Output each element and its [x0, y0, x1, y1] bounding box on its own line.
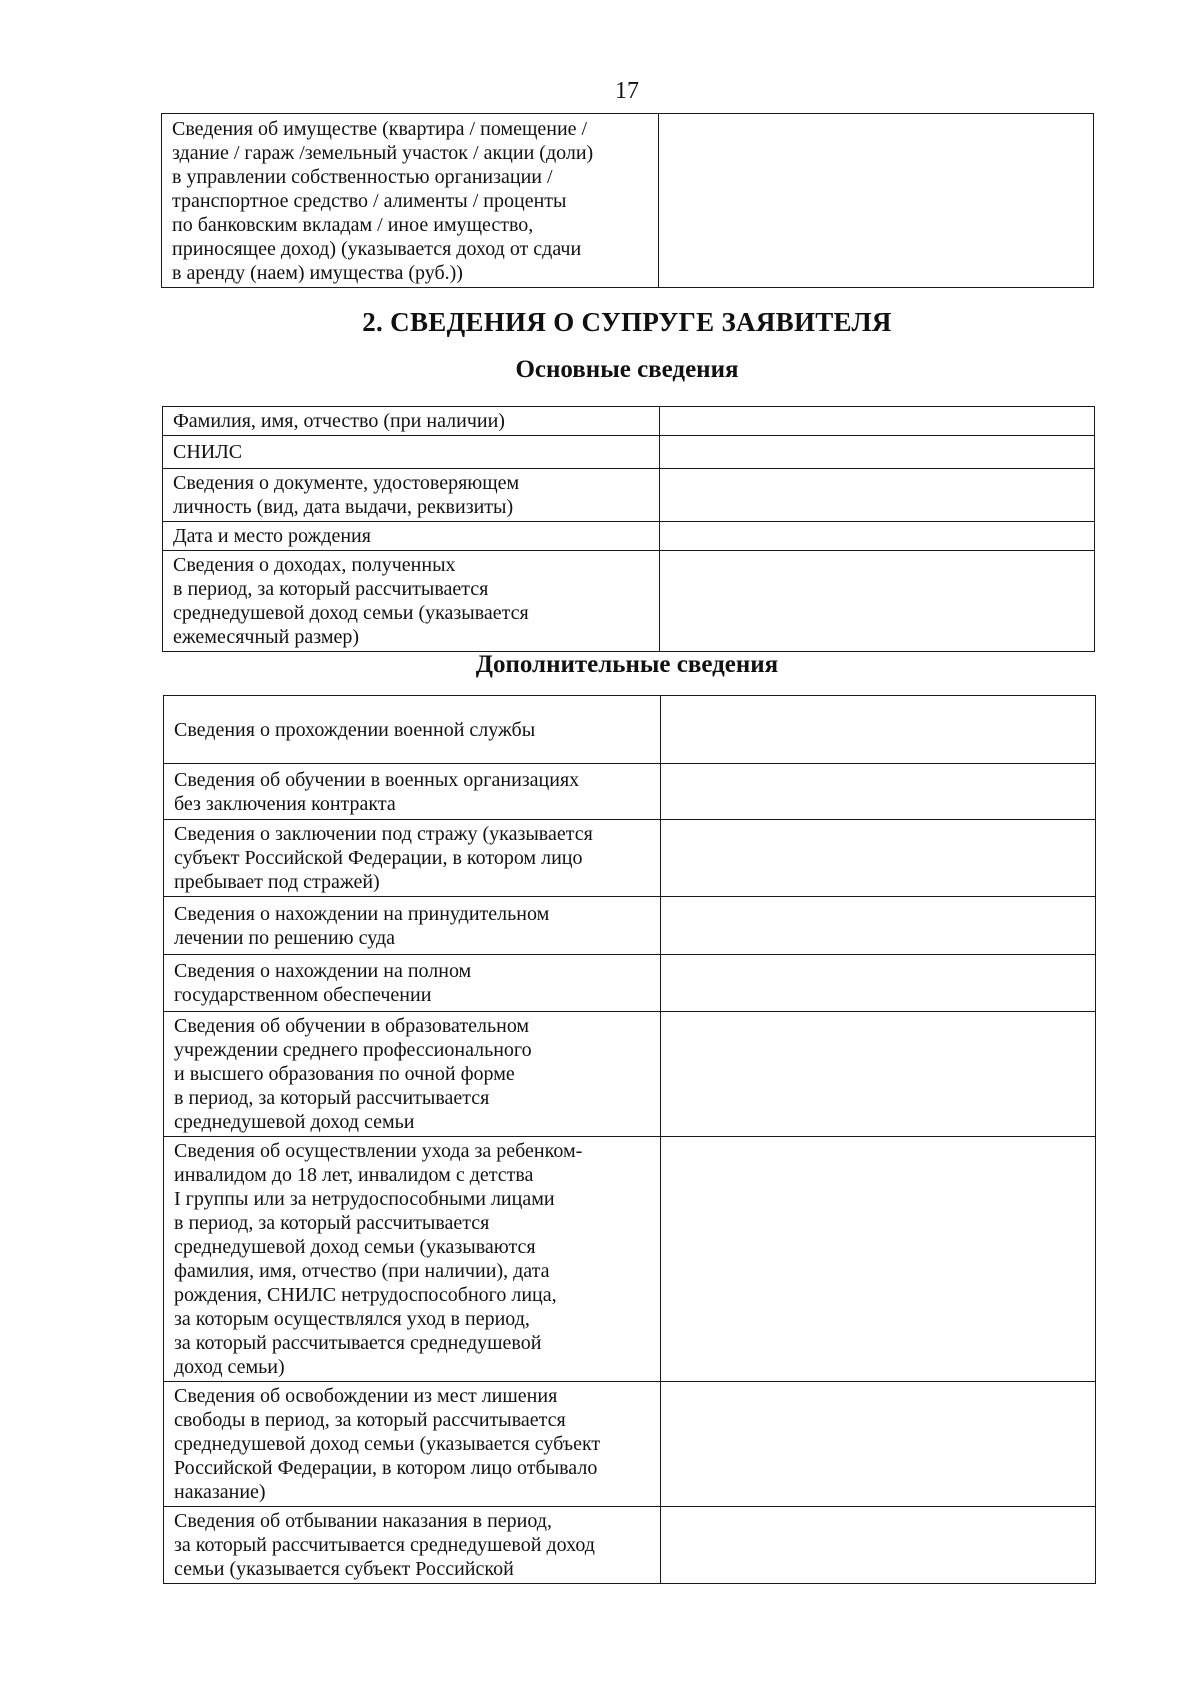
table-row	[164, 897, 1096, 955]
serving-sentence-value[interactable]	[661, 1507, 1096, 1584]
care-disabled-label: Сведения об осуществлении ухода за ребенком- инвалидом до 18 лет, инвалидом с детства I группы или за нетрудоспособными лицами в период, за который рассчитывается среднедушевой доход семьи (указываются фамилия, имя, отчество (при наличии), дата рождения, СНИЛС нетрудоспособного лица, за которым осуществлялся уход в период, за который рассчитывается среднедушевой доход семьи)	[164, 1137, 661, 1382]
military-service-label: Сведения о прохождении военной службы	[164, 696, 661, 764]
extra-info-title: Дополнительные сведения	[475, 651, 779, 678]
table-row	[164, 1012, 1096, 1137]
birth-date-place-label: Дата и место рождения	[163, 522, 660, 551]
table-row	[164, 955, 1096, 1012]
state-support-label: Сведения о нахождении на полном государственном обеспечении	[164, 955, 661, 1012]
table-row	[163, 469, 1095, 522]
table-row	[163, 436, 1095, 469]
extra-info-table	[163, 695, 1096, 1584]
identity-document-label: Сведения о документе, удостоверяющем личность (вид, дата выдачи, реквизиты)	[163, 469, 660, 522]
custody-value[interactable]	[661, 820, 1096, 897]
military-service-value[interactable]	[661, 696, 1096, 764]
property-info-value[interactable]	[659, 114, 1094, 288]
table-row	[164, 696, 1096, 764]
main-info-title: Основные сведения	[515, 356, 739, 383]
table-row	[162, 114, 1094, 288]
table-row	[163, 522, 1095, 551]
snils-value[interactable]	[660, 436, 1095, 469]
compulsory-treatment-value[interactable]	[661, 897, 1096, 955]
table-row	[164, 1507, 1096, 1584]
income-value[interactable]	[660, 551, 1095, 652]
page-number: 17	[615, 78, 639, 104]
military-training-label: Сведения об обучении в военных организациях без заключения контракта	[164, 764, 661, 820]
income-label: Сведения о доходах, полученных в период, за который рассчитывается среднедушевой доход семьи (указывается ежемесячный размер)	[163, 551, 660, 652]
birth-date-place-value[interactable]	[660, 522, 1095, 551]
military-training-value[interactable]	[661, 764, 1096, 820]
section-title: 2. СВЕДЕНИЯ О СУПРУГЕ ЗАЯВИТЕЛЯ	[362, 307, 892, 337]
full-time-education-value[interactable]	[661, 1012, 1096, 1137]
compulsory-treatment-label: Сведения о нахождении на принудительном лечении по решению суда	[164, 897, 661, 955]
table-row	[163, 551, 1095, 652]
property-info-label: Сведения об имуществе (квартира / помещение / здание / гараж /земельный участок / акции (доли) в управлении собственностью организации / транспортное средство / алименты / проценты по банковским вкладам / иное имущество, приносящее доход) (указывается доход от сдачи в аренду (наем) имущества (руб.))	[162, 114, 659, 288]
snils-label: СНИЛС	[163, 436, 660, 469]
custody-label: Сведения о заключении под стражу (указывается субъект Российской Федерации, в котором лицо пребывает под стражей)	[164, 820, 661, 897]
full-name-label: Фамилия, имя, отчество (при наличии)	[163, 407, 660, 436]
full-time-education-label: Сведения об обучении в образовательном учреждении среднего профессионального и высшего образования по очной форме в период, за который рассчитывается среднедушевой доход семьи	[164, 1012, 661, 1137]
serving-sentence-label: Сведения об отбывании наказания в период, за который рассчитывается среднедушевой доход семьи (указывается субъект Российской	[164, 1507, 661, 1584]
main-info-table	[162, 406, 1095, 652]
table-row	[164, 764, 1096, 820]
identity-document-value[interactable]	[660, 469, 1095, 522]
table-row	[164, 820, 1096, 897]
release-from-prison-label: Сведения об освобождении из мест лишения свободы в период, за который рассчитывается среднедушевой доход семьи (указывается субъект Российской Федерации, в котором лицо отбывало наказание)	[164, 1382, 661, 1507]
release-from-prison-value[interactable]	[661, 1382, 1096, 1507]
table-row	[163, 407, 1095, 436]
state-support-value[interactable]	[661, 955, 1096, 1012]
care-disabled-value[interactable]	[661, 1137, 1096, 1382]
table-row	[164, 1137, 1096, 1382]
full-name-value[interactable]	[660, 407, 1095, 436]
property-table	[161, 113, 1094, 288]
table-row	[164, 1382, 1096, 1507]
